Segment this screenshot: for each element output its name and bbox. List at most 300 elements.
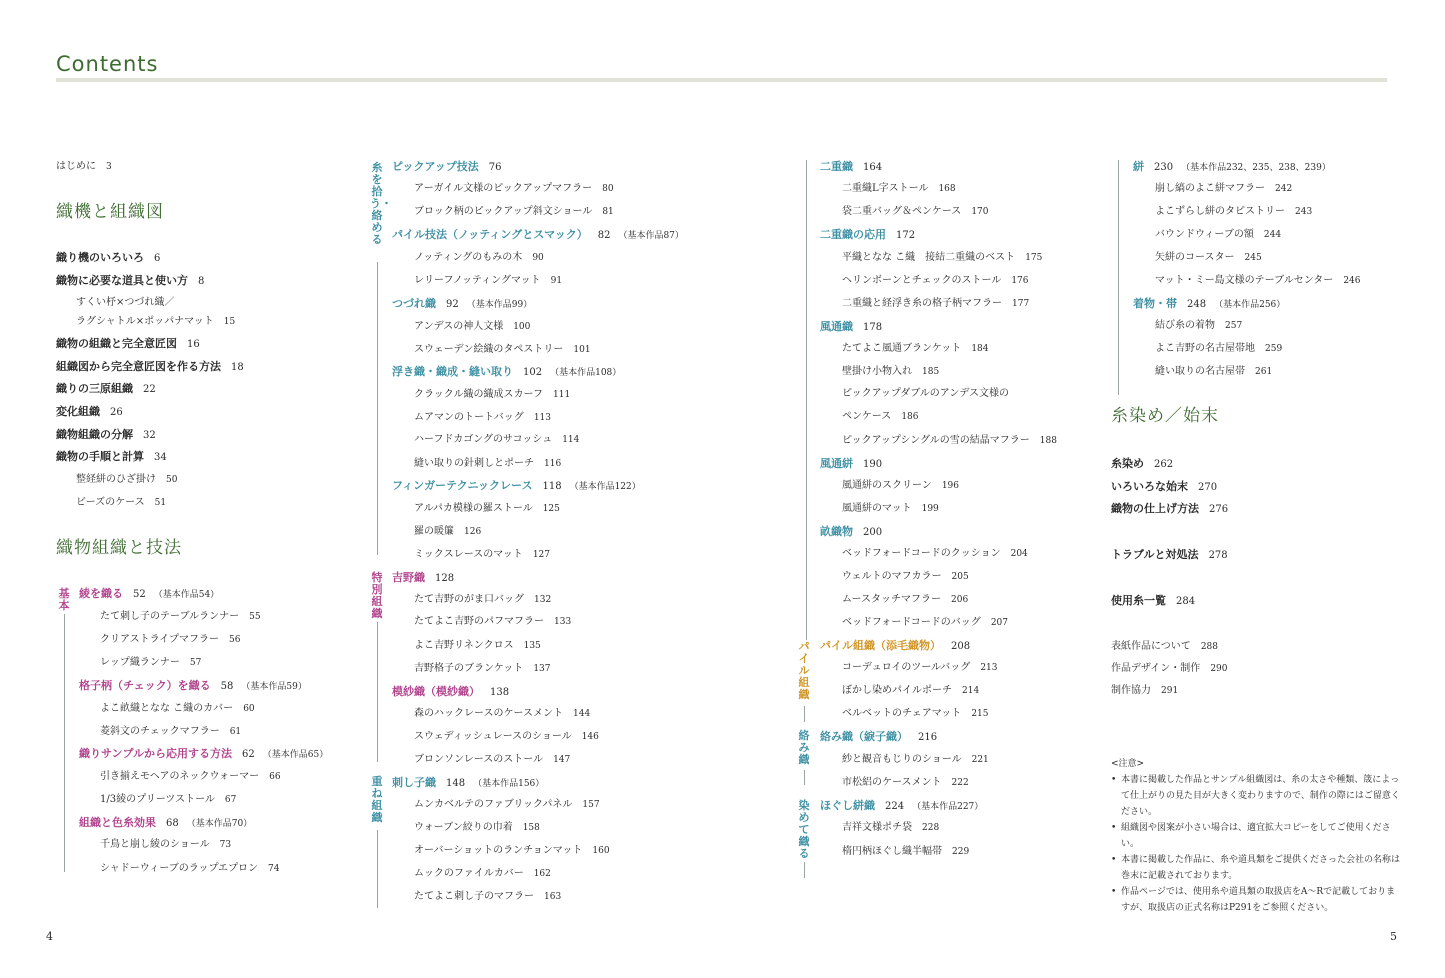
entry-note: （基本作品54）: [153, 590, 220, 600]
entry-page: 228: [922, 823, 940, 833]
toc-entry: [414, 821, 540, 835]
entry-page: 6: [154, 253, 161, 264]
entry-title: ブロンソンレースのストール: [414, 754, 544, 765]
entry-page: 15: [223, 317, 236, 327]
category-entry: [79, 816, 252, 831]
entry-page: 67: [224, 795, 237, 805]
entry-title: 引き揃えモヘアのネックウォーマー: [100, 771, 260, 782]
entry-title: 模紗織（模紗織）: [392, 685, 480, 698]
entry-page: 138: [490, 687, 510, 698]
toc-entry: [414, 844, 610, 858]
entry-page: 261: [1255, 367, 1273, 377]
toc-entry: [414, 411, 551, 425]
section-heading: [1111, 406, 1219, 426]
entry-title: 組織と色糸効果: [79, 816, 156, 829]
entry-page: 135: [523, 641, 541, 651]
toc-entry: [76, 296, 174, 310]
entry-title: アルパカ模様の羅ストール: [414, 503, 533, 514]
entry-title: 1/3綾のプリーツストール: [100, 794, 215, 805]
entry-page: 170: [971, 207, 989, 217]
entry-title: クリアストライプマフラー: [100, 634, 219, 645]
entry-page: 144: [573, 709, 591, 719]
category-entry: [392, 479, 641, 494]
entry-page: 66: [269, 772, 281, 782]
entry-title: 縫い取りの針刺しとポーチ: [414, 458, 534, 469]
toc-entry: [1111, 662, 1228, 676]
entry-title: ベルベットのチェアマット: [842, 708, 962, 719]
toc-entry: [100, 838, 231, 852]
entry-page: 61: [229, 727, 242, 737]
entry-note: （基本作品122）: [569, 482, 641, 492]
entry-title: ウェルトのマフカラー: [842, 571, 942, 582]
toc-entry: [1111, 684, 1178, 698]
entry-page: 172: [896, 230, 916, 241]
entry-title: ヘリンボーンとチェックのストール: [842, 275, 1002, 286]
entry-page: 74: [268, 864, 280, 874]
entry-page: 184: [971, 344, 989, 354]
notes-block: [1111, 756, 1401, 916]
entry-page: 205: [951, 572, 969, 582]
entry-page: 132: [534, 595, 552, 605]
entry-page: 73: [219, 840, 232, 850]
category-entry: [820, 228, 915, 243]
entry-title: 整経絣のひざ掛け: [76, 474, 156, 485]
toc-entry: [842, 182, 956, 196]
entry-title: ほぐし絣織: [820, 799, 875, 812]
category-entry: [820, 730, 937, 745]
entry-page: 133: [554, 617, 572, 627]
entry-page: 162: [533, 869, 551, 879]
entry-title: ピックアップシングルの雪の結晶マフラー: [842, 435, 1030, 446]
entry-title: 絣: [1133, 160, 1144, 173]
toc-entry: [100, 862, 279, 876]
entry-note: （基本作品156）: [473, 779, 545, 789]
entry-page: 3: [106, 162, 112, 172]
entry-title: たて吉野のがま口バッグ: [414, 594, 524, 605]
category-entry: [79, 747, 328, 762]
entry-page: 56: [229, 635, 241, 645]
toc-entry: [414, 182, 614, 196]
entry-page: 214: [962, 686, 980, 696]
toc-entry: [414, 615, 571, 629]
entry-title: 袋二重バッグ＆ペンケース: [842, 206, 962, 217]
section-heading: [56, 538, 182, 558]
entry-page: 290: [1210, 664, 1228, 674]
entry-page: 68: [166, 818, 179, 829]
entry-title: 風通絣のマット: [842, 503, 912, 514]
toc-entry: [1155, 319, 1242, 333]
toc-entry: [842, 753, 989, 767]
entry-title: ミックスレースのマット: [414, 549, 523, 560]
entry-page: 118: [542, 481, 562, 492]
entry-page: 207: [990, 618, 1008, 628]
entry-page: 146: [581, 732, 599, 742]
entry-page: 242: [1275, 184, 1293, 194]
toc-entry: [842, 616, 1008, 630]
entry-title: 織物組織の分解: [56, 428, 133, 441]
entry-title: アーガイル文様のピックアップマフラー: [414, 183, 593, 194]
toc-entry: [414, 662, 551, 676]
entry-page: 168: [938, 184, 956, 194]
toc-entry: [842, 776, 969, 790]
category-entry: [820, 457, 882, 472]
toc-entry: [414, 205, 614, 219]
toc-entry: [414, 525, 481, 539]
toc-entry: [842, 251, 1042, 265]
toc-entry: [414, 753, 570, 767]
toc-entry: [1111, 548, 1228, 563]
entry-title: パイル組織（添毛織物）: [820, 639, 941, 652]
entry-title: ベッドフォードコードのバッグ: [842, 617, 981, 628]
entry-page: 176: [1011, 276, 1029, 286]
entry-title: ムックのファイルカバー: [414, 868, 524, 879]
category-divider-line: [377, 830, 378, 908]
entry-title: よこずらし絣のタピストリー: [1155, 206, 1285, 217]
category-divider-line: [377, 622, 378, 762]
entry-title: スウェディッシュレースのショール: [414, 731, 572, 742]
entry-note: （基本作品87）: [618, 231, 684, 241]
category-entry: [79, 679, 307, 694]
entry-page: 175: [1025, 253, 1043, 263]
toc-entry: [56, 405, 123, 420]
entry-page: 91: [550, 276, 563, 286]
entry-title: 縫い取りの名古屋帯: [1155, 366, 1245, 377]
entry-page: 230: [1154, 162, 1174, 173]
entry-page: 111: [553, 390, 571, 400]
entry-page: 213: [980, 663, 998, 673]
category-entry: [820, 799, 983, 814]
category-entry: [392, 685, 509, 700]
vertical-category-label: 重ね組織: [371, 775, 383, 824]
category-entry: [820, 525, 882, 540]
entry-title: 風通絣: [820, 457, 853, 470]
entry-title: 崩し縞のよこ絣マフラー: [1155, 183, 1265, 194]
page-number-left: 4: [46, 930, 53, 943]
toc-entry: [414, 433, 579, 447]
column-divider-line: [1118, 160, 1119, 395]
entry-title: 織機と組織図: [56, 202, 164, 222]
entry-title: ブロック柄のピックアップ斜文ショール: [414, 206, 593, 217]
entry-page: 243: [1295, 207, 1313, 217]
toc-entry: [414, 388, 570, 402]
entry-page: 160: [592, 846, 610, 856]
entry-page: 34: [154, 452, 167, 463]
toc-entry: [1111, 594, 1195, 609]
toc-entry: [414, 593, 551, 607]
entry-page: 128: [435, 573, 455, 584]
entry-page: 208: [951, 641, 971, 652]
toc-entry: [842, 547, 1028, 561]
entry-page: 22: [143, 384, 156, 395]
category-entry: [820, 160, 882, 175]
entry-page: 18: [231, 362, 244, 373]
category-entry: [79, 587, 219, 602]
vertical-category-label: 糸を拾う・絡める: [370, 161, 392, 246]
entry-page: 126: [464, 527, 482, 537]
entry-title: よこ吉野リネンクロス: [414, 640, 514, 651]
toc-entry: [842, 434, 1057, 448]
toc-entry: [1155, 182, 1292, 196]
entry-title: 織物の仕上げ方法: [1111, 502, 1199, 515]
toc-entry: [1155, 365, 1272, 379]
toc-entry: [414, 867, 551, 881]
entry-title: ピックアップダブルのアンデス文様の: [842, 388, 1009, 399]
entry-page: 196: [941, 481, 959, 491]
entry-page: 137: [533, 664, 551, 674]
entry-title: 吉野織: [392, 571, 425, 584]
entry-page: 257: [1225, 321, 1243, 331]
toc-entry: [842, 593, 968, 607]
entry-title: コーデュロイのツールバッグ: [842, 662, 971, 673]
entry-page: 148: [446, 778, 466, 789]
entry-title: よこ吉野の名古屋帯地: [1155, 343, 1255, 354]
toc-entry: [1155, 205, 1312, 219]
entry-title: ピックアップ技法: [392, 160, 479, 173]
entry-title: 刺し子織: [392, 776, 436, 789]
toc-entry: [414, 274, 562, 288]
entry-page: 100: [513, 322, 531, 332]
entry-title: 畝織物: [820, 525, 853, 538]
entry-title: 綾を織る: [79, 587, 123, 600]
entry-title: 織物の組織と完全意匠図: [56, 337, 177, 350]
entry-title: 織りサンプルから応用する方法: [79, 747, 233, 760]
toc-entry: [1155, 342, 1282, 356]
entry-page: 147: [553, 755, 571, 765]
entry-title: 格子柄（チェック）を織る: [79, 679, 211, 692]
toc-entry: [100, 656, 201, 670]
vertical-category-label: 絡み織: [798, 729, 810, 766]
toc-entry: [56, 251, 160, 266]
entry-title: 結び糸の着物: [1155, 320, 1215, 331]
entry-page: 62: [242, 749, 255, 760]
entry-note: （基本作品99）: [466, 300, 533, 310]
toc-entry: [1111, 502, 1228, 517]
entry-page: 262: [1154, 459, 1174, 470]
entry-title: ビーズのケース: [76, 497, 145, 508]
entry-title: ムアマンのトートバッグ: [414, 412, 524, 423]
entry-title: 二重織: [820, 160, 853, 173]
vertical-category-label: 染めて織る: [798, 799, 810, 860]
entry-title: ノッティングのもみの木: [414, 252, 523, 263]
column-divider-line: [806, 160, 807, 640]
toc-entry: [842, 342, 989, 356]
entry-title: 風通織: [820, 320, 853, 333]
entry-title: 平織となな こ織 接結二重織のベスト: [842, 252, 1016, 263]
entry-title: 着物・帯: [1133, 297, 1177, 310]
entry-page: 224: [885, 801, 905, 812]
toc-entry: [842, 661, 998, 675]
entry-title: 変化組織: [56, 405, 100, 418]
entry-title: 二重織と経浮き糸の格子柄マフラー: [842, 298, 1002, 309]
entry-title: フィンガーテクニックレース: [392, 479, 533, 492]
entry-page: 164: [863, 162, 883, 173]
entry-title: つづれ織: [392, 297, 436, 310]
toc-entry: [100, 725, 241, 739]
toc-entry: [76, 473, 177, 487]
vertical-category-label: パイル組織: [798, 640, 810, 701]
entry-title: 織物の手順と計算: [56, 450, 144, 463]
entry-title: 糸染め／始末: [1111, 406, 1219, 426]
toc-entry: [842, 205, 989, 219]
entry-title: 制作協力: [1111, 685, 1151, 696]
toc-entry: [842, 707, 989, 721]
toc-entry: [842, 274, 1029, 288]
entry-page: 185: [922, 367, 940, 377]
entry-title: ムースタッチマフラー: [842, 594, 941, 605]
entry-page: 157: [582, 800, 600, 810]
entry-page: 246: [1343, 276, 1361, 286]
entry-page: 114: [562, 435, 580, 445]
toc-entry: [1111, 640, 1218, 654]
toc-entry: [414, 548, 550, 562]
entry-page: 259: [1265, 344, 1283, 354]
vertical-category-label: 特別組織: [371, 571, 383, 620]
entry-title: ぼかし染めパイルポーチ: [842, 685, 952, 696]
toc-entry: [842, 479, 959, 493]
entry-title: たて刺し子のテーブルランナー: [100, 611, 240, 622]
vertical-category-label: 基本: [58, 587, 70, 612]
entry-page: 81: [602, 207, 614, 217]
entry-title: レップ織ランナー: [100, 657, 180, 668]
entry-title: 楕円柄ほぐし織半幅帯: [842, 846, 942, 857]
entry-page: 190: [863, 459, 883, 470]
category-entry: [392, 228, 684, 243]
entry-title: シャドーウィーブのラップエプロン: [100, 863, 258, 874]
entry-page: 206: [951, 595, 969, 605]
entry-page: 163: [544, 892, 562, 902]
note-item: • 本書に掲載した作品に、糸や道具類をご提供くださった会社の名称は巻末に記載されております。: [1111, 852, 1401, 884]
toc-entry: [842, 410, 919, 424]
entry-title: 織物組織と技法: [56, 538, 182, 558]
entry-page: 57: [189, 658, 202, 668]
toc-entry: [1111, 480, 1217, 495]
entry-title: 森のハックレースのケースメント: [414, 708, 563, 719]
entry-title: 千鳥と崩し綾のショール: [100, 839, 210, 850]
toc-entry: [76, 315, 235, 329]
entry-page: 158: [522, 823, 540, 833]
entry-title: ウォーブン絞りの巾着: [414, 822, 513, 833]
entry-page: 60: [243, 704, 255, 714]
entry-page: 101: [573, 345, 591, 355]
entry-page: 177: [1012, 299, 1030, 309]
entry-title: いろいろな始末: [1111, 480, 1188, 493]
entry-page: 76: [488, 162, 502, 173]
toc-entry: [842, 684, 979, 698]
toc-entry: [414, 798, 600, 812]
entry-page: 186: [901, 412, 919, 422]
entry-title: 菱斜文のチェックマフラー: [100, 726, 220, 737]
entry-page: 245: [1244, 253, 1262, 263]
toc-entry: [56, 428, 156, 443]
entry-page: 216: [918, 732, 938, 743]
entry-page: 32: [143, 430, 156, 441]
toc-entry: [842, 297, 1029, 311]
entry-page: 276: [1209, 504, 1229, 515]
entry-page: 178: [863, 322, 883, 333]
entry-title: レリーフノッティングマット: [414, 275, 541, 286]
toc-entry: [414, 343, 591, 357]
category-entry: [392, 571, 454, 586]
toc-entry: [100, 610, 261, 624]
toc-entry: [56, 337, 200, 352]
entry-title: 使用糸一覧: [1111, 594, 1166, 607]
entry-page: 284: [1176, 596, 1196, 607]
entry-title: 吉野格子のブランケット: [414, 663, 524, 674]
entry-page: 50: [166, 475, 178, 485]
category-entry: [392, 297, 532, 312]
category-entry: [1133, 297, 1285, 312]
entry-page: 244: [1263, 230, 1282, 240]
toc-entry: [414, 251, 544, 265]
toc-entry: [414, 730, 599, 744]
toc-entry: [414, 639, 541, 653]
entry-title: 二重織L字ストール: [842, 183, 929, 194]
toc-entry: [842, 845, 969, 859]
entry-title: パイル技法（ノッティングとスマック）: [392, 228, 588, 241]
entry-title: 風通絣のスクリーン: [842, 480, 932, 491]
toc-entry: [842, 502, 939, 516]
category-divider-line: [64, 614, 65, 872]
entry-title: マット・ミー島文様のテーブルセンター: [1155, 275, 1334, 286]
entry-note: （基本作品65）: [262, 750, 329, 760]
category-entry: [392, 776, 544, 791]
entry-page: 270: [1198, 482, 1218, 493]
category-divider-line: [804, 706, 805, 722]
entry-page: 222: [951, 778, 969, 788]
entry-title: 糸染め: [1111, 457, 1144, 470]
entry-page: 188: [1039, 436, 1057, 446]
toc-entry: [414, 457, 561, 471]
category-divider-line: [377, 262, 378, 555]
entry-title: アンデスの神人文様: [414, 321, 504, 332]
category-entry: [1133, 160, 1331, 175]
toc-entry: [414, 890, 561, 904]
page-title: Contents: [56, 52, 159, 76]
entry-title: ペンケース: [842, 411, 892, 422]
entry-title: トラブルと対処法: [1111, 548, 1199, 561]
entry-page: 248: [1187, 299, 1207, 310]
entry-title: 織りの三原組織: [56, 382, 133, 395]
entry-title: 表紙作品について: [1111, 641, 1191, 652]
toc-entry: [1155, 228, 1281, 242]
toc-entry: [842, 570, 969, 584]
category-entry: [392, 365, 621, 380]
entry-title: ハーフドカゴングのサコッシュ: [414, 434, 553, 445]
entry-title: 絡み織（綟子織）: [820, 730, 908, 743]
toc-entry: [414, 320, 530, 334]
entry-title: 織り機のいろいろ: [56, 251, 144, 264]
category-divider-line: [804, 770, 805, 785]
entry-page: 80: [602, 184, 614, 194]
entry-title: たてよこ風通ブランケット: [842, 343, 962, 354]
entry-title: ベッドフォードコードのクッション: [842, 548, 1001, 559]
toc-entry: [100, 793, 236, 807]
entry-title: 織物に必要な道具と使い方: [56, 274, 188, 287]
entry-page: 52: [133, 589, 146, 600]
entry-title: よこ畝織となな こ織のカバー: [100, 703, 234, 714]
entry-title: クラックル織の織成スカーフ: [414, 389, 543, 400]
entry-title: 矢絣のコースター: [1155, 252, 1235, 263]
entry-title: 組織図から完全意匠図を作る方法: [56, 360, 221, 373]
toc-entry: [1111, 457, 1173, 472]
entry-page: 82: [597, 230, 611, 241]
note-item: • 作品ページでは、使用糸や道具類の取扱店をA〜Rで記載しておりますが、取扱店の正式名称はP291をご参照ください。: [1111, 884, 1401, 916]
entry-page: 229: [952, 847, 970, 857]
entry-page: 215: [971, 709, 989, 719]
entry-note: （基本作品256）: [1214, 300, 1286, 310]
entry-title: 浮き織・織成・縫い取り: [392, 365, 513, 378]
toc-entry: [56, 160, 112, 174]
